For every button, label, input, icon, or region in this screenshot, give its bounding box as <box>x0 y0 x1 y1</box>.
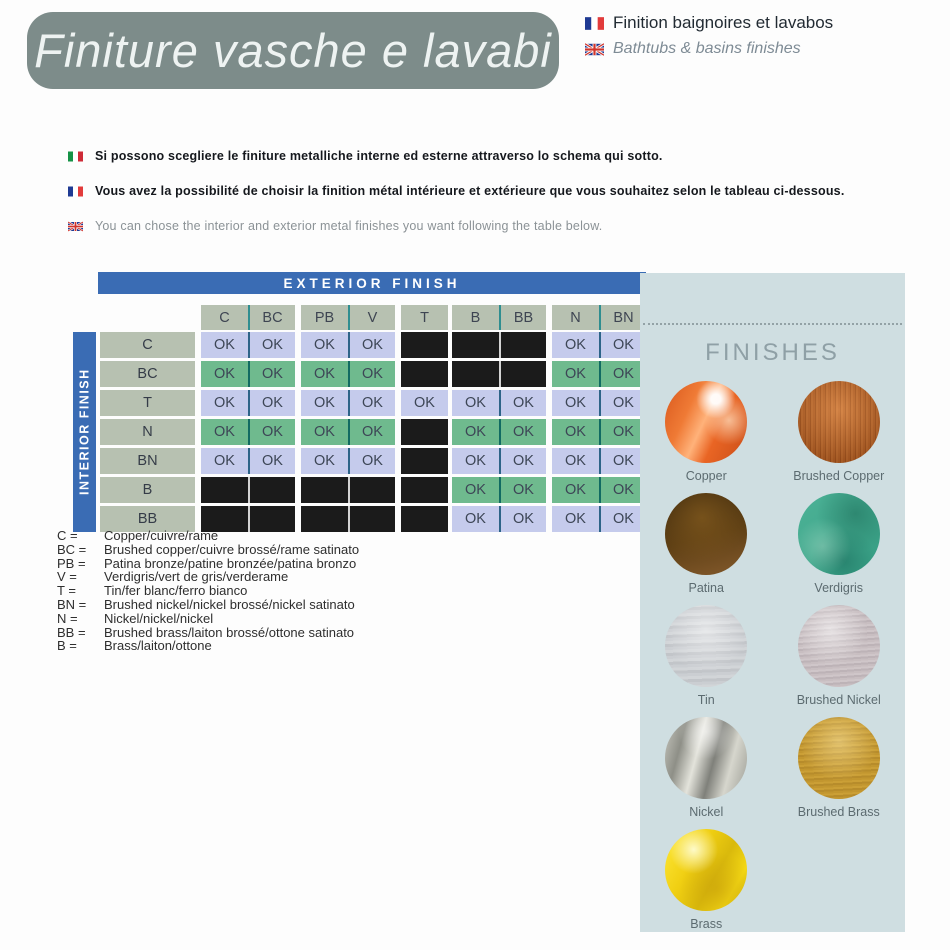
intro-line-fr <box>68 184 845 198</box>
copper-sample-image <box>665 381 747 463</box>
cell-T-BN: OK <box>599 390 646 416</box>
legend-code: PB = <box>57 555 86 571</box>
cell-B-C <box>201 477 248 503</box>
legend-description: Verdigris/vert de gris/verderame <box>104 569 289 585</box>
header-translations <box>585 13 833 65</box>
cell-BN-T <box>401 448 448 474</box>
swatch-label: Brushed Brass <box>797 805 880 819</box>
cell-N-T <box>401 419 448 445</box>
cell-N-BC: OK <box>248 419 295 445</box>
legend-item-C <box>57 529 359 543</box>
swatch-copper <box>640 373 773 485</box>
swatch-nickel <box>640 709 773 821</box>
row-header-C: C <box>100 332 195 358</box>
brass-sample-image <box>665 829 747 911</box>
cell-N-B: OK <box>452 419 499 445</box>
swatch-verdigris <box>773 485 906 597</box>
cell-C-BC: OK <box>248 332 295 358</box>
cell-BN-C: OK <box>201 448 248 474</box>
cell-N-V: OK <box>348 419 395 445</box>
finishes-panel <box>640 273 905 932</box>
row-header-B: B <box>100 477 195 503</box>
france-flag-icon <box>68 186 83 197</box>
cell-BN-PB: OK <box>301 448 348 474</box>
cell-BN-N: OK <box>552 448 599 474</box>
cell-C-PB: OK <box>301 332 348 358</box>
cell-B-V <box>348 477 395 503</box>
cell-BN-BC: OK <box>248 448 295 474</box>
swatch-label: Brushed Copper <box>793 469 885 483</box>
cell-T-PB: OK <box>301 390 348 416</box>
cell-N-C: OK <box>201 419 248 445</box>
swatch-brushed-brass <box>773 709 906 821</box>
cell-T-BC: OK <box>248 390 295 416</box>
row-header-N: N <box>100 419 195 445</box>
dotted-divider <box>643 323 902 325</box>
row-header-BB: BB <box>100 506 195 532</box>
header-subtitle-en-row <box>585 40 833 58</box>
cell-C-C: OK <box>201 332 248 358</box>
legend-code: BB = <box>57 624 86 640</box>
cell-BB-BB: OK <box>499 506 546 532</box>
legend-item-B <box>57 639 359 653</box>
intro-text-en: You can chose the interior and exterior metal finishes you want following the table below. <box>95 219 603 233</box>
swatch-label: Tin <box>697 693 715 707</box>
cell-C-BN: OK <box>599 332 646 358</box>
page-title-box <box>27 12 559 89</box>
legend-code: N = <box>57 610 78 626</box>
cell-N-BB: OK <box>499 419 546 445</box>
column-header-BN: BN <box>599 305 646 330</box>
cell-BN-V: OK <box>348 448 395 474</box>
cell-BC-N: OK <box>552 361 599 387</box>
cell-BC-V: OK <box>348 361 395 387</box>
cell-BC-BC: OK <box>248 361 295 387</box>
cell-B-BC <box>248 477 295 503</box>
header-subtitle-en: Bathtubs & basins finishes <box>613 40 801 57</box>
swatch-label: Nickel <box>689 805 724 819</box>
swatch-label: Verdigris <box>814 581 864 595</box>
legend-item-PB <box>57 557 359 571</box>
legend-code: BN = <box>57 596 87 612</box>
legend-description: Brushed brass/laiton brossé/ottone satinato <box>104 624 355 640</box>
brushed-brass-sample-image <box>798 717 880 799</box>
cell-B-BB: OK <box>499 477 546 503</box>
cell-B-PB <box>301 477 348 503</box>
column-header-BC: BC <box>248 305 295 330</box>
cell-BN-BB: OK <box>499 448 546 474</box>
legend-description: Copper/cuivre/rame <box>104 528 219 543</box>
swatch-brushed-copper <box>773 373 906 485</box>
finishes-title: FINISHES <box>705 339 840 366</box>
cell-BB-T <box>401 506 448 532</box>
cell-BB-BN: OK <box>599 506 646 532</box>
legend-code: B = <box>57 638 77 654</box>
column-header-BB: BB <box>499 305 546 330</box>
swatch-patina <box>640 485 773 597</box>
swatch-tin <box>640 597 773 709</box>
legend-item-T <box>57 584 359 598</box>
legend-description: Nickel/nickel/nickel <box>104 610 214 626</box>
column-header-PB: PB <box>301 305 348 330</box>
cell-C-T <box>401 332 448 358</box>
swatch-grid <box>640 373 905 933</box>
cell-BC-T <box>401 361 448 387</box>
uk-flag-icon <box>68 221 83 232</box>
cell-T-B: OK <box>452 390 499 416</box>
cell-BB-B: OK <box>452 506 499 532</box>
header-subtitle-fr: Finition baignoires et lavabos <box>613 13 834 32</box>
legend-description: Brushed copper/cuivre brossé/rame satinato <box>104 541 360 557</box>
cell-C-V: OK <box>348 332 395 358</box>
legend-code: T = <box>57 583 76 599</box>
legend-code: C = <box>57 528 78 543</box>
uk-flag-icon <box>585 43 604 56</box>
cell-T-V: OK <box>348 390 395 416</box>
swatch-label: Patina <box>688 581 724 595</box>
cell-BC-C: OK <box>201 361 248 387</box>
finish-matrix-table <box>73 272 653 534</box>
swatch-label: Brushed Nickel <box>796 693 881 707</box>
legend-description: Patina bronze/patine bronzée/patina bronzo <box>104 555 357 571</box>
cell-T-C: OK <box>201 390 248 416</box>
column-header-C: C <box>201 305 248 330</box>
legend-description: Tin/fer blanc/ferro bianco <box>104 583 248 599</box>
legend <box>57 529 359 653</box>
cell-BN-B: OK <box>452 448 499 474</box>
legend-code: BC = <box>57 541 87 557</box>
legend-item-N <box>57 612 359 626</box>
cell-B-N: OK <box>552 477 599 503</box>
brushed-copper-sample-image <box>798 381 880 463</box>
france-flag-icon <box>585 17 604 30</box>
cell-N-BN: OK <box>599 419 646 445</box>
patina-sample-image <box>665 493 747 575</box>
legend-description: Brass/laiton/ottone <box>104 638 212 654</box>
cell-B-T <box>401 477 448 503</box>
legend-item-BC <box>57 543 359 557</box>
cell-BC-BN: OK <box>599 361 646 387</box>
cell-BB-N: OK <box>552 506 599 532</box>
row-header-T: T <box>100 390 195 416</box>
legend-description: Brushed nickel/nickel brossé/nickel satinato <box>104 596 355 612</box>
swatch-label: Copper <box>685 469 727 483</box>
exterior-finish-header: EXTERIOR FINISH <box>98 272 646 294</box>
cell-T-T: OK <box>401 390 448 416</box>
cell-T-N: OK <box>552 390 599 416</box>
cell-C-B <box>452 332 499 358</box>
cell-BN-BN: OK <box>599 448 646 474</box>
swatch-brass <box>640 821 773 933</box>
tin-sample-image <box>665 605 747 687</box>
column-header-V: V <box>348 305 395 330</box>
swatch-label: Brass <box>690 917 723 931</box>
intro-text-fr: Vous avez la possibilité de choisir la finition métal intérieure et extérieure que vous souhaitez selon le tableau ci-dessous. <box>95 184 845 198</box>
legend-item-BB <box>57 626 359 640</box>
header-subtitle-fr-row <box>585 13 833 33</box>
page-title: Finiture vasche e lavabi <box>34 24 552 77</box>
legend-item-V <box>57 570 359 584</box>
brushed-nickel-sample-image <box>798 605 880 687</box>
cell-B-BN: OK <box>599 477 646 503</box>
intro-text-it: Si possono scegliere le finiture metalliche interne ed esterne attraverso lo schema qui sotto. <box>95 149 663 163</box>
legend-code: V = <box>57 569 77 585</box>
interior-finish-header: INTERIOR FINISH <box>73 332 96 532</box>
cell-BC-PB: OK <box>301 361 348 387</box>
verdigris-sample-image <box>798 493 880 575</box>
cell-BC-BB <box>499 361 546 387</box>
legend-item-BN <box>57 598 359 612</box>
cell-B-B: OK <box>452 477 499 503</box>
cell-T-BB: OK <box>499 390 546 416</box>
column-header-T: T <box>401 305 448 330</box>
cell-N-N: OK <box>552 419 599 445</box>
column-header-B: B <box>452 305 499 330</box>
row-header-BC: BC <box>100 361 195 387</box>
row-header-BN: BN <box>100 448 195 474</box>
column-header-N: N <box>552 305 599 330</box>
swatch-brushed-nickel <box>773 597 906 709</box>
nickel-sample-image <box>665 717 747 799</box>
cell-C-BB <box>499 332 546 358</box>
cell-C-N: OK <box>552 332 599 358</box>
cell-N-PB: OK <box>301 419 348 445</box>
cell-BC-B <box>452 361 499 387</box>
intro-line-it <box>68 149 663 163</box>
intro-line-en <box>68 219 602 233</box>
italy-flag-icon <box>68 151 83 162</box>
